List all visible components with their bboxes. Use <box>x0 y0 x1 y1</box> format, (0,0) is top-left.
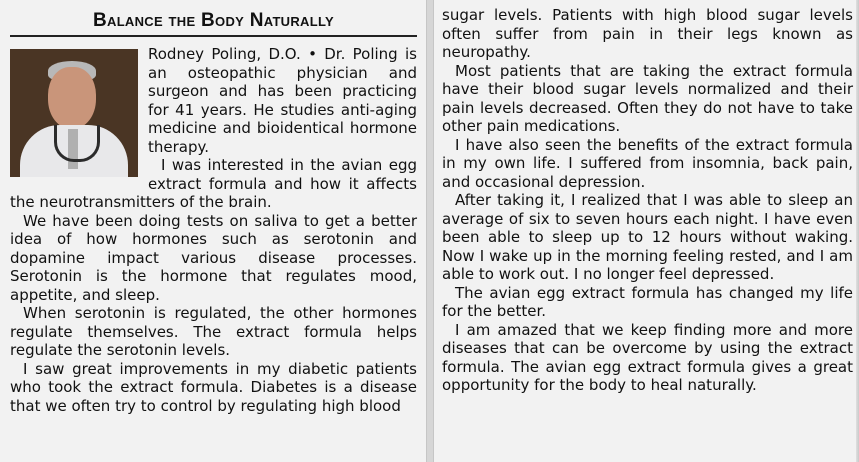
body-paragraph: We have been doing tests on saliva to get a better idea of how hormones such as serotonin and dopamine impact various disease processes. Serotonin is the hormone that regulates mood, appetite, and sleep. <box>10 211 417 304</box>
body-paragraph: sugar levels. Patients with high blood sugar levels often suffer from pain in their legs known as neuropathy. <box>442 6 853 61</box>
column-gutter <box>426 0 434 462</box>
doctor-portrait-photo <box>10 49 138 177</box>
intro-text: Rodney Poling, D.O. • Dr. Poling is an osteopathic physician and surgeon and has been practicing for 41 years. He studies anti-aging medicine and bioidentical hormone therapy. <box>148 45 417 156</box>
body-paragraph: After taking it, I realized that I was able to sleep an average of six to seven hours each night. I have even been able to sleep up to 12 hours without waking. Now I wake up in the morning feeling rested, and I am able to work out. I no longer feel depressed. <box>442 191 853 283</box>
body-paragraph: When serotonin is regulated, the other hormones regulate themselves. The extract formula helps regulate the serotonin levels. <box>10 304 417 359</box>
body-paragraph: I have also seen the benefits of the extract formula in my own life. I suffered from insomnia, back pain, and occasional depression. <box>442 135 853 191</box>
left-column <box>0 0 426 462</box>
headline: Balance the Body Naturally <box>10 10 417 37</box>
body-paragraph: Most patients that are taking the extract formula have their blood sugar levels normalized and their pain levels decreased. Often they do not have to take other pain medications. <box>442 61 853 135</box>
intro-paragraph <box>10 45 417 156</box>
body-paragraph: I saw great improvements in my diabetic patients who took the extract formula. Diabetes is a disease that we often try to control by regulating high blood <box>10 359 417 415</box>
body-paragraph: I was interested in the avian egg extract formula and how it affects the neurotransmitters of the brain. <box>10 156 417 211</box>
right-column <box>434 0 859 462</box>
body-paragraph: I am amazed that we keep finding more and more diseases that can be overcome by using the extract formula. The avian egg extract formula gives a great opportunity for the body to heal naturally. <box>442 320 853 394</box>
body-paragraph: The avian egg extract formula has changed my life for the better. <box>442 283 853 320</box>
